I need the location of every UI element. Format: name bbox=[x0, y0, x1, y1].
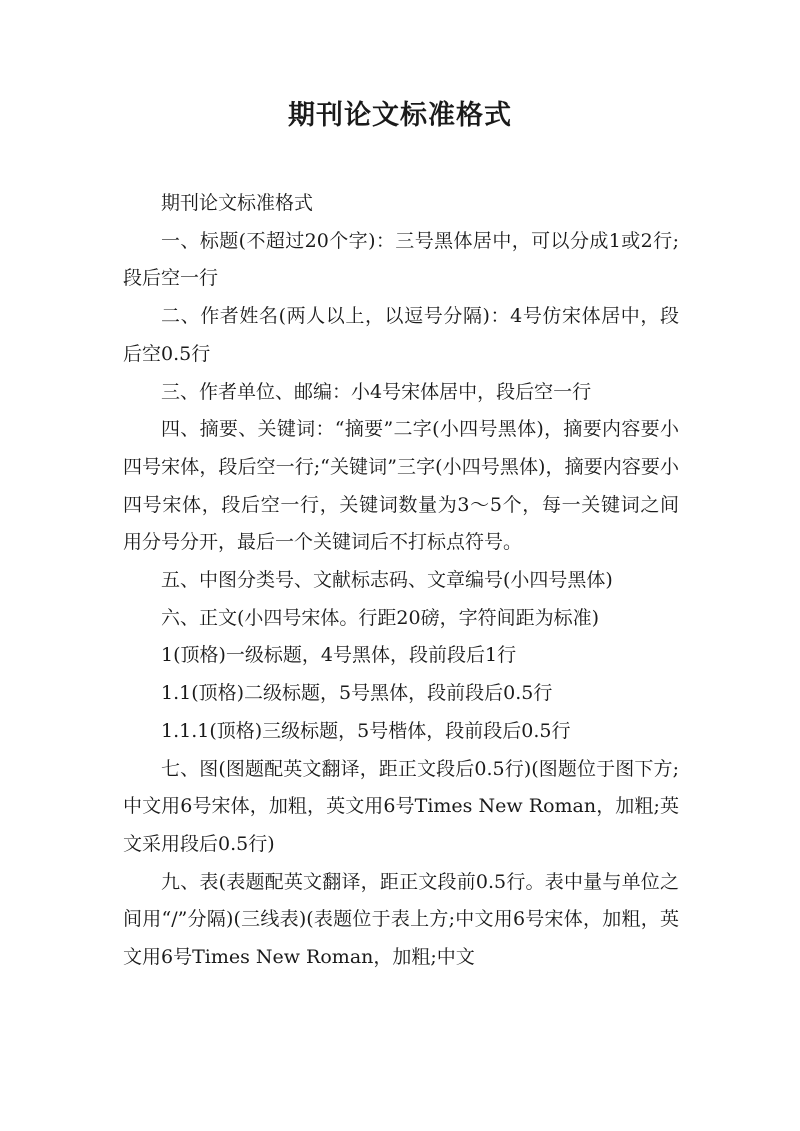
body-paragraph: 三、作者单位、邮编：小4号宋体居中，段后空一行 bbox=[161, 380, 592, 403]
body-paragraph: 四、摘要、关键词：“摘要”二字(小四号黑体)，摘要内容要小四号宋体，段后空一行;“关键词”三字(小四号黑体)，摘要内容要小四号宋体，段后空一行，关键词数量为3～5个，每一关键词之间用分号分开，最后一个关键词后不打标点符号。 bbox=[123, 418, 679, 554]
body-paragraph: 七、图(图题配英文翻译，距正文段后0.5行)(图题位于图下方;中文用6号宋体，加粗，英文用6号Times New Roman，加粗;英文采用段后0.5行) bbox=[123, 757, 679, 855]
document-title: 期刊论文标准格式 bbox=[288, 100, 512, 131]
body-paragraph: 六、正文(小四号宋体。行距20磅，字符间距为标准) bbox=[161, 606, 600, 629]
body-paragraph: 二、作者姓名(两人以上，以逗号分隔)：4号仿宋体居中，段后空0.5行 bbox=[123, 305, 679, 365]
body-paragraph: 五、中图分类号、文献标志码、文章编号(小四号黑体) bbox=[161, 569, 613, 592]
body-paragraph: 1(顶格)一级标题，4号黑体，段前段后1行 bbox=[161, 644, 517, 667]
body-paragraph: 期刊论文标准格式 bbox=[161, 192, 314, 214]
body-paragraph: 1.1.1(顶格)三级标题，5号楷体，段前段后0.5行 bbox=[161, 719, 571, 742]
body-paragraph: 1.1(顶格)二级标题，5号黑体，段前段后0.5行 bbox=[161, 682, 553, 705]
body-paragraph: 一、标题(不超过20个字)：三号黑体居中，可以分成1或2行;段后空一行 bbox=[123, 229, 679, 290]
body-paragraph: 九、表(表题配英文翻译，距正文段前0.5行。表中量与单位之间用“/”分隔)(三线表)(表题位于表上方;中文用6号宋体，加粗，英文用6号Times New Roman，加粗;中文 bbox=[123, 870, 679, 969]
document-body bbox=[123, 185, 679, 977]
